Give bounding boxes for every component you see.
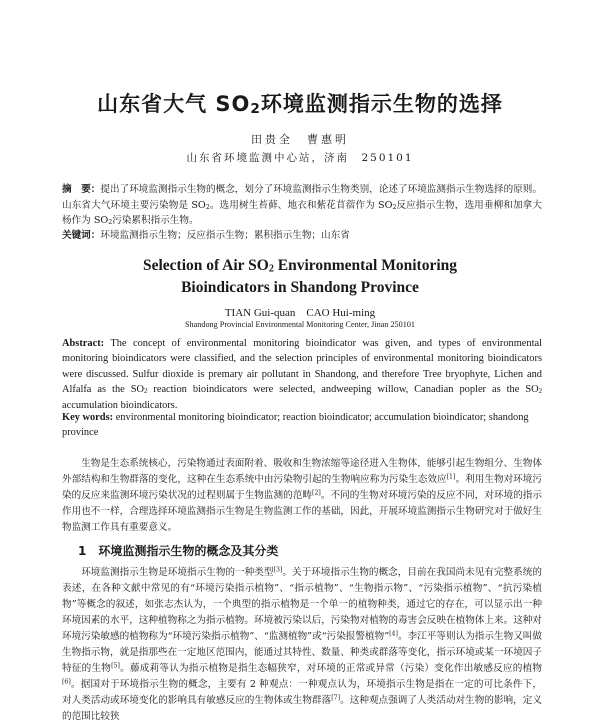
- chinese-keywords-text: 环境监测指示生物；反应指示生物；累积指示生物；山东省: [100, 230, 350, 241]
- english-title-line-2: Bioindicators in Shandong Province: [181, 279, 419, 296]
- chinese-abstract-subscript: 2: [392, 203, 397, 211]
- section-number: 1: [78, 544, 87, 558]
- english-abstract-subscript: 2: [144, 388, 148, 396]
- section-text: 。这种观点强调了人类活动对生物的影响，定义的范围比较狭: [62, 695, 542, 722]
- section-paragraph: [62, 565, 542, 724]
- chinese-abstract-text: 。选用树生苔藓、地衣和紫花苜蓿作为 SO: [209, 199, 393, 211]
- chinese-keywords: [62, 228, 542, 243]
- intro-text: 。不同的生物对环境污染的反应不同，对环境的指示作用也不一样，合理选择环境监测指示生物是生物监测工作的基础，因此，开展环境监测指示生物研究对于做好生物监测工作具有重要意义。: [62, 490, 543, 533]
- chinese-abstract-label: 摘 要：: [62, 184, 101, 195]
- citation-ref: [5]: [111, 662, 120, 670]
- english-affiliation: Shandong Provincial Environmental Monitoring Center, Jinan 250101: [184, 320, 416, 329]
- english-title-part-2: Environmental Monitoring: [273, 257, 458, 274]
- citation-ref: [7]: [331, 694, 341, 702]
- english-abstract-text: accumulation bioindicators.: [62, 399, 178, 411]
- section-text: 。藤成莉等认为指示植物是指生态幅狭窄，对环境的正常或异常（污染）变化作出敏感反应的植物: [119, 663, 542, 674]
- chinese-title-part-1: 山东省大气 SO: [97, 92, 251, 116]
- chinese-authors: 田贵全 曹惠明: [251, 133, 349, 146]
- chinese-abstract-text: 反应指示生物，选用垂柳和加拿大杨作为 SO: [62, 199, 542, 226]
- citation-ref: [1]: [446, 473, 456, 481]
- english-title-subscript: 2: [268, 263, 274, 275]
- english-abstract-text: The concept of environmental monitoring bioindicator was given, and types of environmental monitoring bioindicators were classified, and the selection principles of environmental monitoring bioindicators were discussed. Sulfur dioxide is premary air pollutant in Shandong, and therefore Tree bryophyte, Lichen and Alfalfa as the SO: [62, 338, 542, 396]
- intro-text: 。利用生物对环境污染的反应来监测环境污染状况的过程则属于生物监测的范畴: [62, 474, 543, 501]
- chinese-abstract: [62, 182, 542, 229]
- citation-ref: [3]: [273, 566, 283, 574]
- english-abstract-subscript: 2: [538, 388, 542, 396]
- chinese-abstract-text: 污染累积指示生物。: [112, 215, 199, 226]
- english-abstract-text: reaction bioindicators were selected, andweeping willow, Canadian popler as the SO: [147, 384, 539, 396]
- english-keywords: [62, 410, 542, 440]
- chinese-abstract-text: 提出了环境监测指示生物的概念，划分了环境监测指示生物类别，论述了环境监测指示生物选择的原则。山东省大气环境主要污染物是 SO: [62, 184, 543, 211]
- chinese-abstract-subscript: 2: [108, 218, 113, 226]
- intro-paragraph: [62, 456, 542, 536]
- chinese-keywords-label: 关键词：: [62, 230, 101, 241]
- citation-ref: [6]: [62, 678, 71, 686]
- chinese-affiliation: 山东省环境监测中心站，济南 250101: [186, 152, 414, 164]
- citation-ref: [4]: [389, 630, 398, 638]
- english-title-part-1: Selection of Air SO: [142, 257, 269, 274]
- section-title: 环境监测指示生物的概念及其分类: [98, 544, 279, 558]
- english-abstract: [62, 336, 542, 413]
- english-abstract-label: Abstract:: [62, 338, 105, 349]
- section-text: 。据国对于环境指示生物的概念，主要有 2 种观点：一种观点认为，环境指示生物是指在一定的可比条件下，对人类活动或环境变化的影响具有敏感反应的生物体或生物群落: [62, 679, 542, 706]
- english-title-line-1: [0, 257, 600, 275]
- english-keywords-text: environmental monitoring bioindicator; reaction bioindicator; accumulation bioindicator; shandong province: [62, 412, 529, 438]
- section-text: 环境监测指示生物是环境指示生物的一种类型: [81, 567, 274, 578]
- section-text: 。李江平等则认为指示生物又叫做生物指示物，就是指那些在一定地区范围内，能通过其特性、数量、种类或群落等变化，指示环境或某一环境因子特征的生物: [62, 631, 542, 674]
- chinese-title: [0, 88, 600, 118]
- chinese-title-subscript: 2: [250, 101, 261, 118]
- english-keywords-label: Key words:: [62, 412, 114, 423]
- chinese-title-part-2: 环境监测指示生物的选择: [260, 92, 503, 116]
- citation-ref: [2]: [312, 489, 321, 497]
- chinese-abstract-subscript: 2: [205, 203, 210, 211]
- section-text: 。关于环境指示生物的概念，目前在我国尚未见有完整系统的表述，在各种文献中常见的有“环境污染指示植物”、“指示植物”、“生物指示物”、“污染指示植物”、“抗污染植物”等概念的叙述，如张志杰认为，一个典型的指示植物是一个单一的植物种类，通过它的存在，可以显示出一种环境因素的水平，这种植物称之为指示植物。环境被污染以后，污染物对植物的毒害会反映在植物体上来。这种对环境污染敏感的植物称为“环境污染指示植物”、“监测植物”或“污染报警植物”: [62, 567, 542, 642]
- english-authors: TIAN Gui-quan CAO Hui-ming: [224, 307, 376, 319]
- section-heading: [78, 542, 278, 559]
- intro-text: 生物是生态系统核心，污染物通过表面附着、吸收和生物浓缩等途径进入生物体，能够引起生物组分、生物体外部结构和生物群落的变化，这种在生态系统中由污染物引起的生物响应称为污染生态效应: [62, 458, 542, 485]
